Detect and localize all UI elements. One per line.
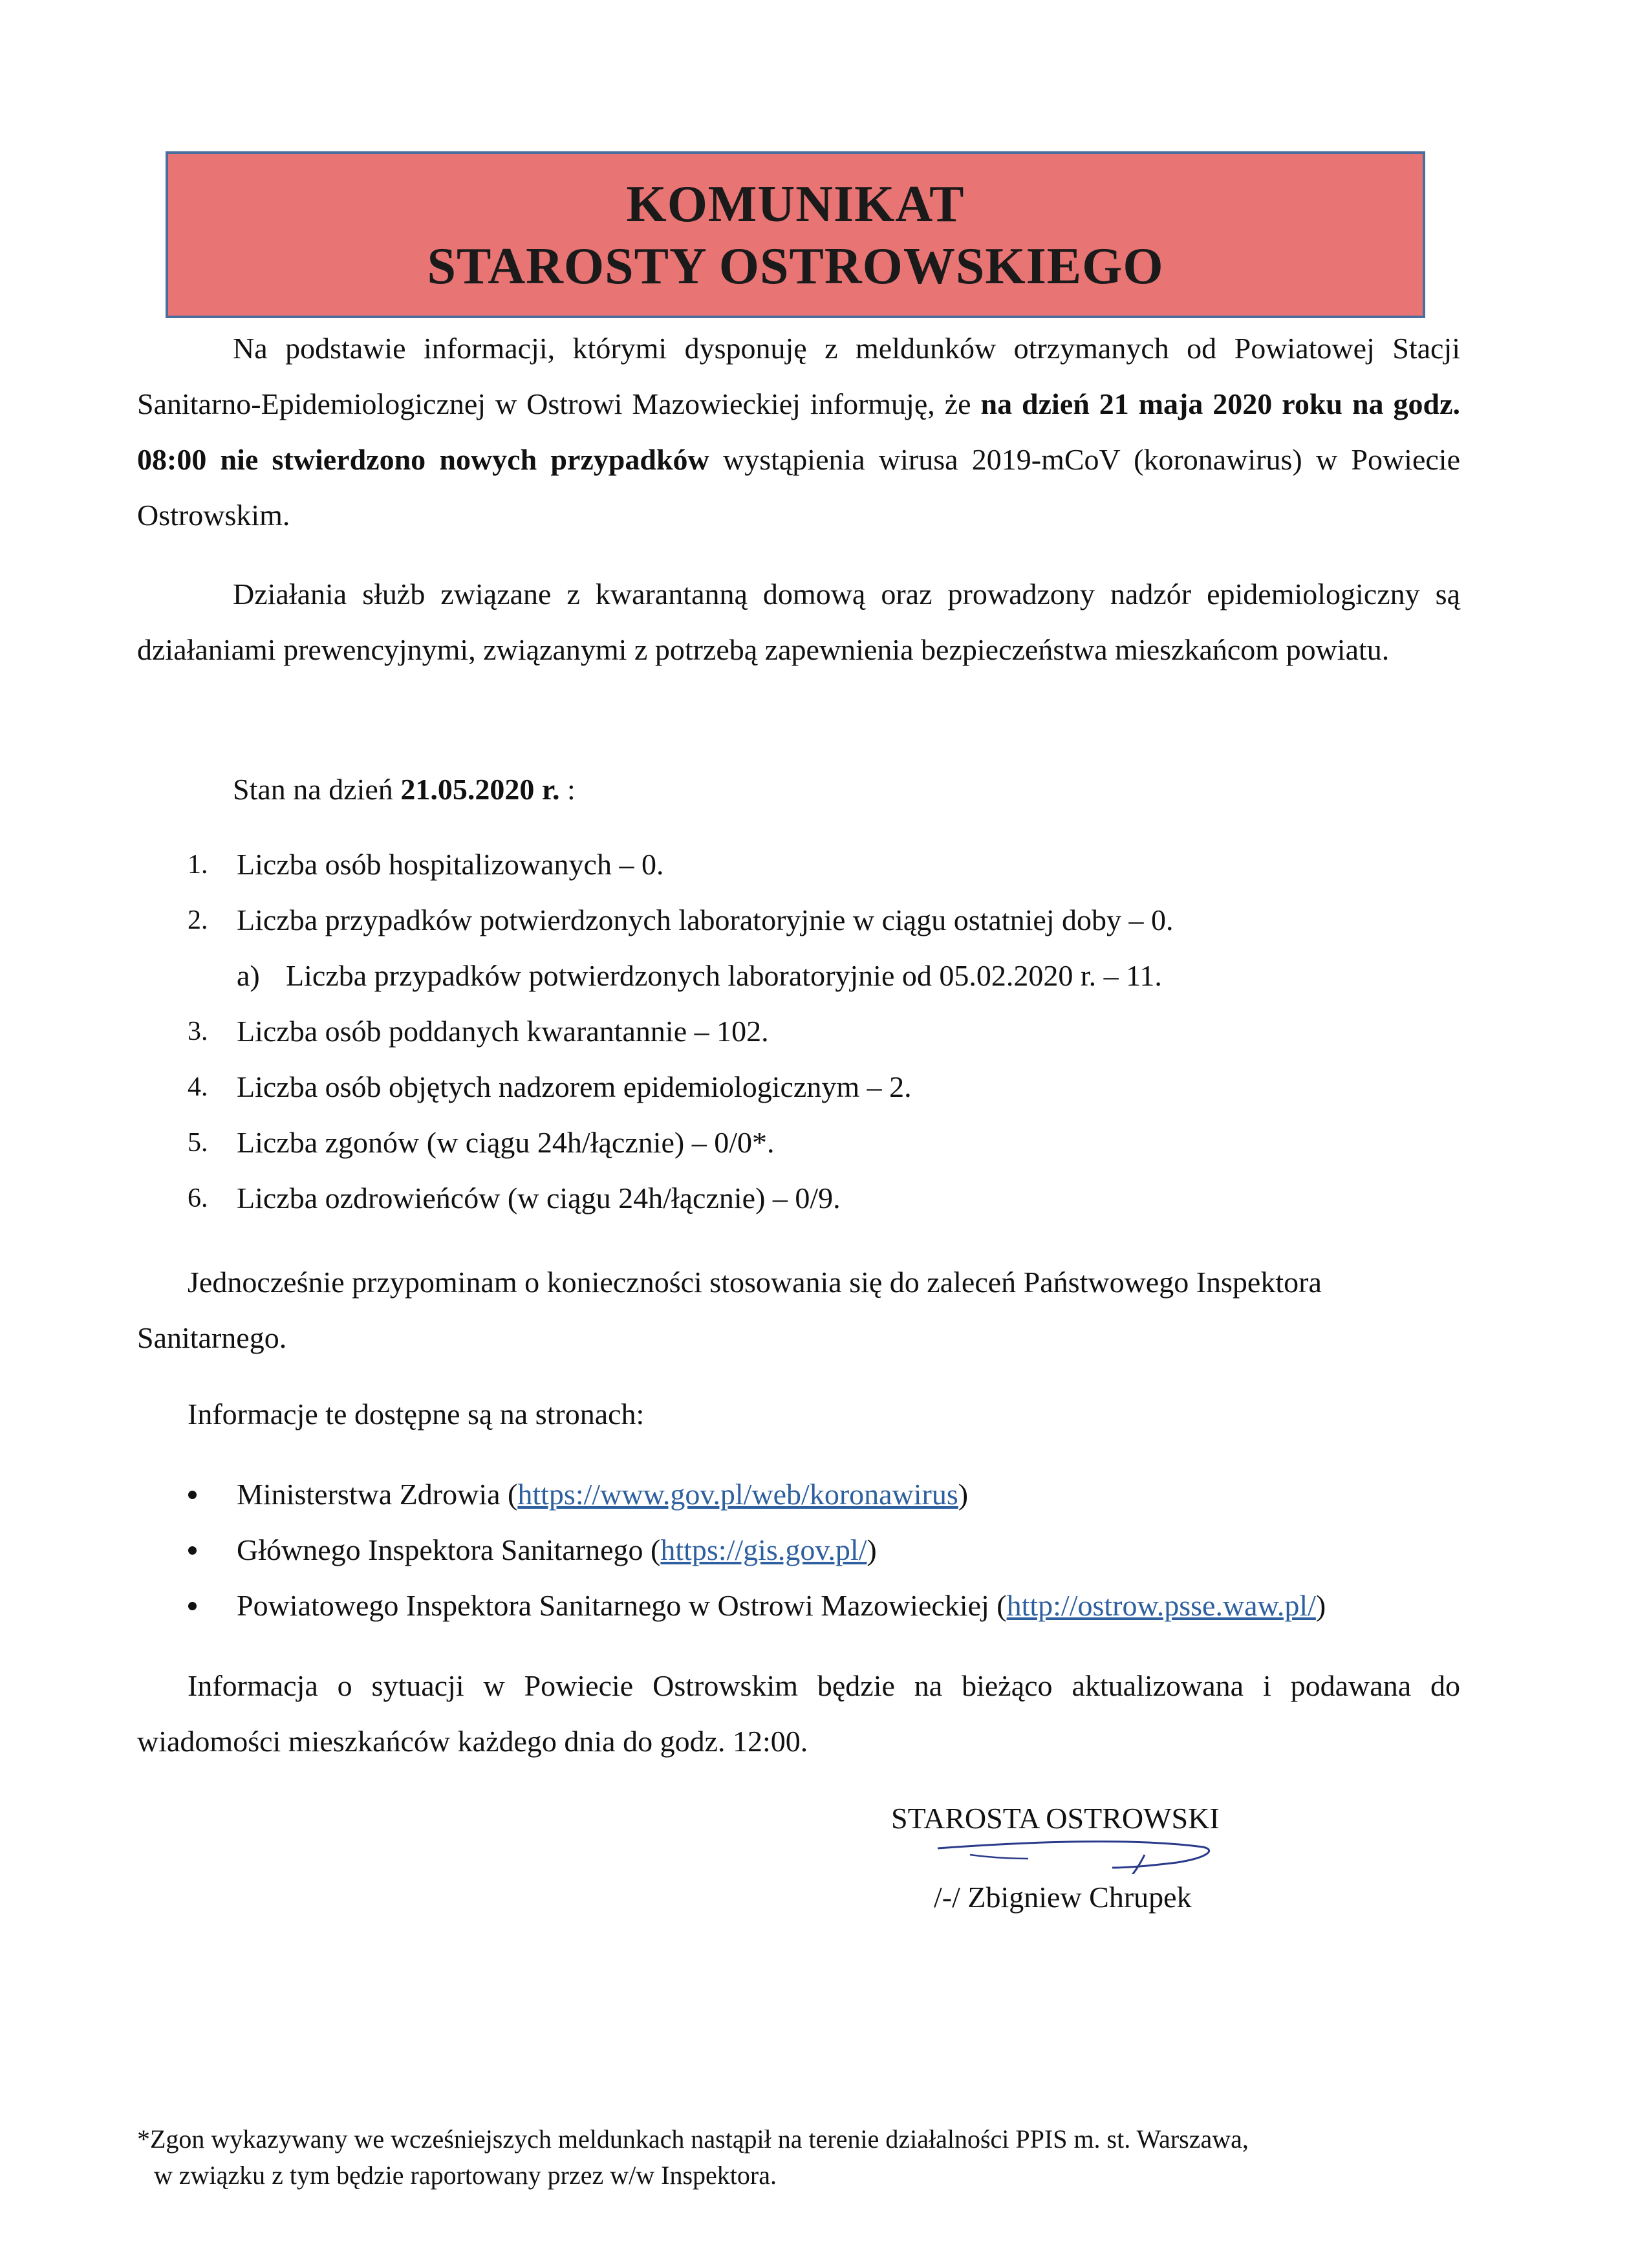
footnote-line-1: *Zgon wykazywany we wcześniejszych meldunkach nastąpił na terenie działalności PPIS m. st. Warszawa, xyxy=(137,2124,1249,2154)
status-suffix: : xyxy=(559,773,576,806)
source-item xyxy=(237,1522,877,1578)
list-item-number: 2. xyxy=(188,905,208,935)
source-link[interactable]: http://ostrow.psse.waw.pl/ xyxy=(1006,1589,1316,1622)
footnote-line-2: w związku z tym będzie raportowany przez w/w Inspektora. xyxy=(154,2161,777,2190)
status-line xyxy=(233,762,576,817)
status-date: 21.05.2020 r. xyxy=(400,773,560,806)
intro-text-2: wystąpienia wirusa 2019-mCoV (koronawirus) w Powiecie Ostrowskim. xyxy=(137,443,1460,532)
list-subitem-text: Liczba przypadków potwierdzonych laboratoryjnie od 05.02.2020 r. – 11. xyxy=(286,959,1162,992)
measures-paragraph xyxy=(137,567,1460,678)
list-item-text: Liczba ozdrowieńców (w ciągu 24h/łącznie) – 0/9. xyxy=(237,1182,841,1215)
list-item-number: 1. xyxy=(188,850,208,880)
list-item-text: Liczba przypadków potwierdzonych laboratoryjnie w ciągu ostatniej doby – 0. xyxy=(237,903,1174,936)
closing-paragraph xyxy=(137,1658,1460,1769)
list-item-text: Liczba zgonów (w ciągu 24h/łącznie) – 0/0*. xyxy=(237,1126,775,1159)
list-item-number: 4. xyxy=(188,1072,208,1102)
signature-name: /-/ Zbigniew Chrupek xyxy=(934,1881,1192,1914)
handwritten-signature xyxy=(931,1829,1229,1874)
list-item-text: Liczba osób hospitalizowanych – 0. xyxy=(237,848,664,881)
list-subitem-letter: a) xyxy=(237,959,260,992)
signature-title: STAROSTA OSTROWSKI xyxy=(891,1802,1220,1835)
intro-paragraph xyxy=(137,321,1460,543)
title-banner xyxy=(166,151,1425,318)
bullet-icon xyxy=(188,1491,197,1499)
bullet-icon xyxy=(188,1546,197,1555)
bullet-icon xyxy=(188,1602,197,1610)
title-line-1: KOMUNIKAT xyxy=(626,176,965,233)
list-item-number: 5. xyxy=(188,1128,208,1158)
source-close: ) xyxy=(958,1478,969,1511)
source-link[interactable]: https://www.gov.pl/web/koronawirus xyxy=(517,1478,958,1511)
source-label: Głównego Inspektora Sanitarnego ( xyxy=(237,1533,661,1566)
list-item-text: Liczba osób poddanych kwarantannie – 102. xyxy=(237,1015,769,1048)
source-link[interactable]: https://gis.gov.pl/ xyxy=(660,1533,867,1566)
closing-text: Informacja o sytuacji w Powiecie Ostrowskim będzie na bieżąco aktualizowana i podawana do wiadomości mieszkańców każdego dnia do godz. 12:00. xyxy=(137,1669,1460,1758)
intro-bold-text: na dzień 21 maja 2020 roku na godz. 08:00 nie stwierdzono nowych przypadków xyxy=(137,387,1460,476)
reminder-line-1: Jednocześnie przypominam o konieczności stosowania się do zaleceń Państwowego Inspektora xyxy=(188,1266,1322,1299)
source-label: Ministerstwa Zdrowia ( xyxy=(237,1478,518,1511)
intro-text-1: Na podstawie informacji, którymi dysponuję z meldunków otrzymanych od Powiatowej Stacji Sanitarno-Epidemiologicznej w Ostrowi Mazowieckiej informuję, że xyxy=(137,332,1460,420)
source-label: Powiatowego Inspektora Sanitarnego w Ostrowi Mazowieckiej ( xyxy=(237,1589,1007,1622)
source-close: ) xyxy=(867,1533,877,1566)
list-item-number: 3. xyxy=(188,1017,208,1046)
source-item xyxy=(237,1467,968,1522)
info-intro: Informacje te dostępne są na stronach: xyxy=(188,1398,645,1431)
list-item-number: 6. xyxy=(188,1183,208,1213)
reminder-line-2: Sanitarnego. xyxy=(137,1321,287,1354)
title-line-2: STAROSTY OSTROWSKIEGO xyxy=(427,238,1164,295)
status-prefix: Stan na dzień xyxy=(233,773,401,806)
footnote xyxy=(137,2121,1460,2194)
list-item-text: Liczba osób objętych nadzorem epidemiologicznym – 2. xyxy=(237,1070,912,1103)
measures-text: Działania służb związane z kwarantanną domową oraz prowadzony nadzór epidemiologiczny są działaniami prewencyjnymi, związanymi z potrzebą zapewnienia bezpieczeństwa mieszkańcom powiatu. xyxy=(137,578,1460,666)
source-item xyxy=(237,1578,1326,1634)
source-close: ) xyxy=(1315,1589,1326,1622)
